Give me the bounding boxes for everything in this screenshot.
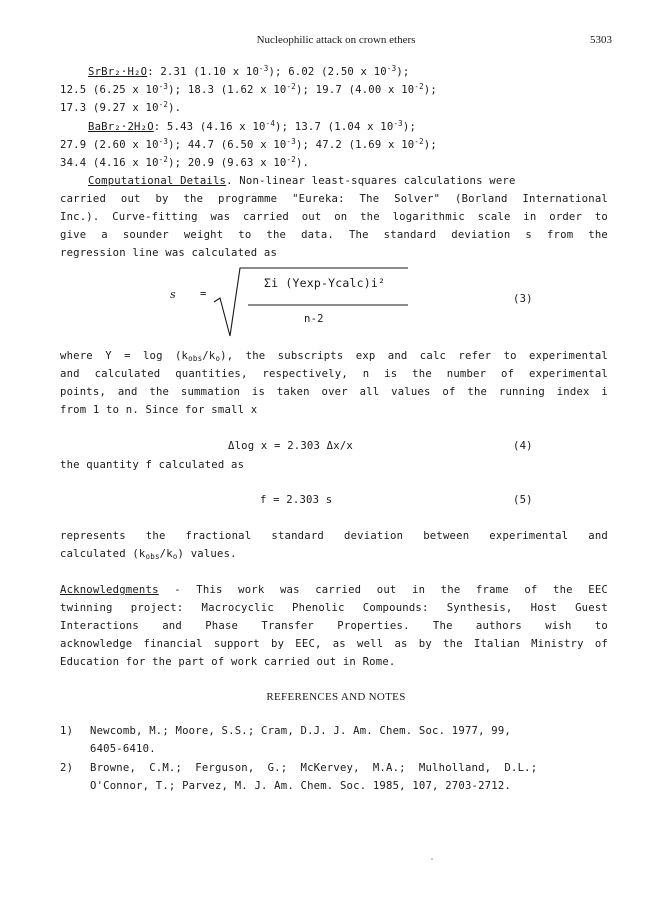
eq3-lhs: s: [170, 288, 176, 301]
eq3-number: (3): [513, 293, 533, 305]
eq4-number: (4): [513, 440, 533, 452]
eq3-numerator: Σi (Yexp-Ycalc)i²: [264, 276, 386, 290]
sr-data-line-2: 12.5 (6.25 x $10^{-3}$); 18.3 (1.62 x $10^{-2}$); 19.7 (4.00 x $10^{-2}$);: [60, 82, 437, 96]
computational-line-4: give a sounder weight to the data. The standard deviation s from the: [60, 229, 608, 241]
ref-2-line-1: Browne, C.M.; Ferguson, G.; McKervey, M.A.; Mulholland, D.L.;: [90, 762, 538, 774]
computational-line-5: regression line was calculated as: [60, 247, 278, 259]
ack-line-5: Education for the part of work carried out in Rome.: [60, 656, 396, 668]
computational-line-3: Inc.). Curve-fitting was carried out on the logarithmic scale in order to: [60, 211, 608, 223]
where-line-4: from 1 to n. Since for small x: [60, 404, 258, 416]
scan-speck: [431, 858, 433, 860]
ba-data-line-3: 34.4 (4.16 x $10^{-2}$); 20.9 (9.63 x $10^{-2}$).: [60, 155, 310, 169]
where-line-3: points, and the summation is taken over all values of the running index i: [60, 386, 608, 398]
equation-3: [0, 260, 672, 340]
where-line-2: and calculated quantities, respectively, n is the number of experimental: [60, 368, 608, 380]
computational-line-1: Computational Details. Non-linear least-squares calculations were: [88, 175, 516, 187]
quantity-line: the quantity f calculated as: [60, 459, 245, 471]
references-heading: REFERENCES AND NOTES: [266, 691, 406, 703]
ack-heading: Acknowledgments: [60, 584, 159, 596]
ref-1-line-1: Newcomb, M.; Moore, S.S.; Cram, D.J. J. Am. Chem. Soc. 1977, 99,: [90, 725, 511, 737]
ack-line-2: twinning project: Macrocyclic Phenolic Compounds: Synthesis, Host Guest: [60, 602, 608, 614]
where-line-1: where $Y = \log (k_{obs}/k_o)$, the subscripts exp and calc refer to experimental: [60, 350, 608, 363]
sr-salt-label: SrBr₂·H₂O: [88, 66, 148, 78]
sr-data-line-3: 17.3 (9.27 x $10^{-2}$).: [60, 100, 182, 114]
computational-heading: Computational Details: [88, 175, 227, 187]
ack-line-3: Interactions and Phase Transfer Properties. The authors wish to: [60, 620, 608, 632]
eq3-denominator: n-2: [304, 313, 324, 325]
eq5-number: (5): [513, 494, 533, 506]
represents-line-1: represents the fractional standard deviation between experimental and: [60, 530, 608, 542]
ref-2-number: 2): [60, 762, 74, 774]
equation-5: f = 2.303 s: [260, 494, 333, 506]
ba-data-line-1: BaBr₂·2H₂O: 5.43 (4.16 x $10^{-4}$); 13.7 (1.04 x $10^{-3}$);: [88, 119, 417, 133]
ref-1-line-2: 6405-6410.: [90, 743, 156, 755]
eq3-equals: =: [200, 288, 207, 300]
ref-2-line-2: O'Connor, T.; Parvez, M. J. Am. Chem. Soc. 1985, 107, 2703-2712.: [90, 780, 511, 792]
ref-1-number: 1): [60, 725, 74, 737]
sr-data-line-1: SrBr₂·H₂O: 2.31 (1.10 x $10^{-3}$); 6.02 (2.50 x $10^{-3}$);: [88, 64, 410, 78]
equation-4: Δlog x = 2.303 Δx/x: [228, 440, 353, 452]
ba-salt-label: BaBr₂·2H₂O: [88, 121, 154, 133]
running-title: Nucleophilic attack on crown ethers: [256, 34, 416, 46]
ba-data-line-2: 27.9 (2.60 x $10^{-3}$); 44.7 (6.50 x $10^{-3}$); 47.2 (1.69 x $10^{-2}$);: [60, 137, 437, 151]
computational-line-2: carried out by the programme "Eureka: The Solver" (Borland International: [60, 193, 608, 205]
represents-line-2: calculated $(k_{obs}/k_o)$ values.: [60, 548, 237, 561]
ack-line-4: acknowledge financial support by EEC, as well as by the Italian Ministry of: [60, 638, 608, 650]
page-number: 5303: [590, 34, 612, 46]
ack-line-1: Acknowledgments - This work was carried out in the frame of the EEC: [60, 584, 608, 596]
